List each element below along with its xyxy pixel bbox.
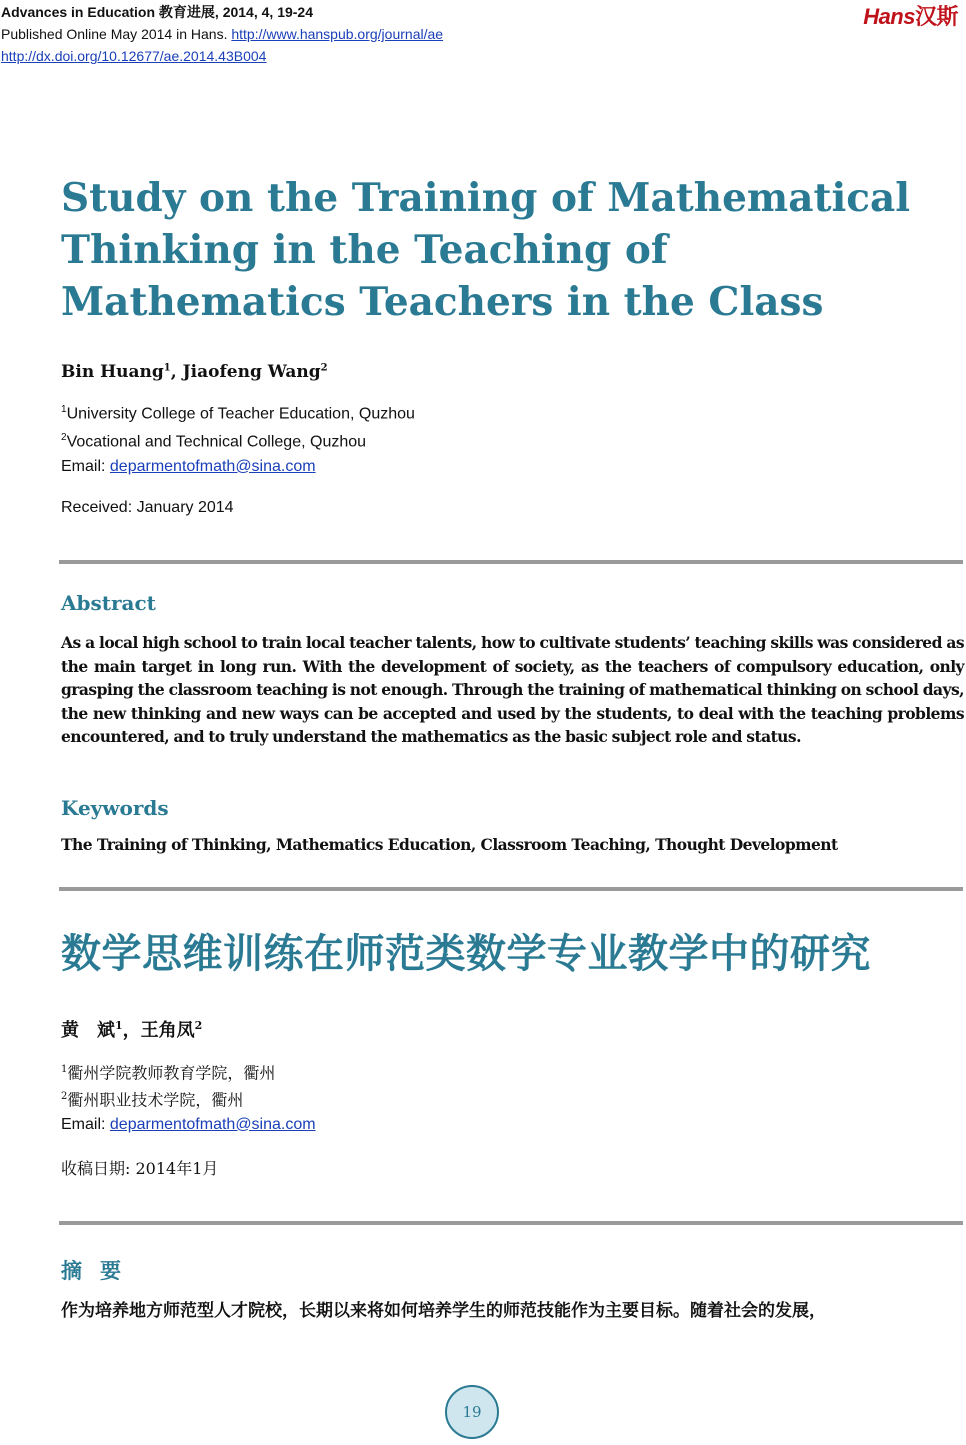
cn-affiliation-2-sup: 2 <box>61 1091 68 1103</box>
affiliation-2-text: Vocational and Technical College, Quzhou <box>66 433 367 451</box>
cn-author-2-sup: 2 <box>194 1019 203 1032</box>
cn-affiliation-2 <box>61 1085 316 1112</box>
received-date: Received: January 2014 <box>61 499 234 516</box>
affiliation-1-sup: 1 <box>61 404 67 415</box>
cn-affiliation-1 <box>61 1058 316 1085</box>
author-2-sup: 2 <box>320 362 328 374</box>
affiliation-1 <box>61 398 415 426</box>
cn-affiliation-1-sup: 1 <box>61 1064 68 1075</box>
affiliation-2 <box>61 426 415 454</box>
cn-email-line <box>61 1113 316 1137</box>
logo-latin: Hans <box>863 4 915 29</box>
section-divider <box>59 887 963 891</box>
cn-affiliation-1-text: 衢州学院教师教育学院，衢州 <box>67 1063 276 1083</box>
published-line <box>1 23 443 45</box>
section-divider <box>59 560 963 564</box>
hans-logo <box>863 0 958 31</box>
email-link[interactable]: deparmentofmath@sina.com <box>109 457 316 475</box>
email-line <box>61 455 415 479</box>
english-title: Study on the Training of Mathematical Thinking in the Teaching of Mathematics Teachers in the Class <box>61 175 911 325</box>
section-divider <box>59 1221 963 1225</box>
cn-email-link[interactable]: deparmentofmath@sina.com <box>109 1115 316 1133</box>
journal-link[interactable]: http://www.hanspub.org/journal/ae <box>231 26 444 42</box>
email-label: Email: <box>61 457 110 475</box>
english-affiliations <box>61 398 415 479</box>
abstract-text: As a local high school to train local teacher talents, how to cultivate students’ teaching skills was considered as the main target in long run. With the development of society, as the teachers of compulsory education, only grasping the classroom teaching is not enough. Through the training of mathematical thinking on school days, the new thinking and new ways can be accepted and used by the students, to deal with the teaching problems encountered, and to truly understand the mathematics as the basic subject role and status. <box>61 633 964 746</box>
cn-affiliation-2-text: 衢州职业技术学院，衢州 <box>67 1090 244 1110</box>
chinese-authors <box>61 1016 202 1042</box>
doi-line <box>1 45 443 67</box>
page-number: 19 <box>462 1403 482 1421</box>
journal-citation: Advances in Education 教育进展, 2014, 4, 19-24 <box>1 4 313 20</box>
cn-abstract-text: 作为培养地方师范型人才院校，长期以来将如何培养学生的师范技能作为主要目标。随着社会的发展， <box>61 1301 826 1320</box>
chinese-title: 数学思维训练在师范类数学专业教学中的研究 <box>61 932 871 976</box>
header-block <box>1 1 443 67</box>
published-prefix: Published Online May 2014 in Hans. <box>1 26 232 42</box>
cn-author-1: 黄 斌 <box>61 1020 115 1041</box>
logo-cn: 汉斯 <box>914 4 958 29</box>
cn-author-1-sup: 1 <box>115 1019 123 1032</box>
keywords-text: The Training of Thinking, Mathematics Education, Classroom Teaching, Thought Development <box>61 835 838 854</box>
cn-email-label: Email: <box>61 1115 110 1133</box>
author-1: Bin Huang <box>61 362 164 382</box>
author-2: Jiaofeng Wang <box>182 362 321 382</box>
affiliation-2-sup: 2 <box>61 432 67 444</box>
english-authors <box>61 362 328 382</box>
author-separator: , <box>170 362 183 382</box>
page-number-badge <box>445 1385 499 1439</box>
abstract-heading: Abstract <box>61 591 156 615</box>
cn-author-2: 王角凤 <box>140 1020 195 1041</box>
doi-link[interactable]: http://dx.doi.org/10.12677/ae.2014.43B004 <box>1 48 267 64</box>
keywords-heading: Keywords <box>61 796 169 820</box>
cn-abstract-heading: 摘要 <box>61 1260 139 1283</box>
affiliation-1-text: University College of Teacher Education, Quzhou <box>66 405 415 423</box>
cn-author-separator: ， <box>122 1020 141 1041</box>
cn-received-date: 收稿日期: 2014年1月 <box>61 1159 219 1178</box>
author-1-sup: 1 <box>163 362 171 374</box>
chinese-affiliations <box>61 1058 316 1137</box>
